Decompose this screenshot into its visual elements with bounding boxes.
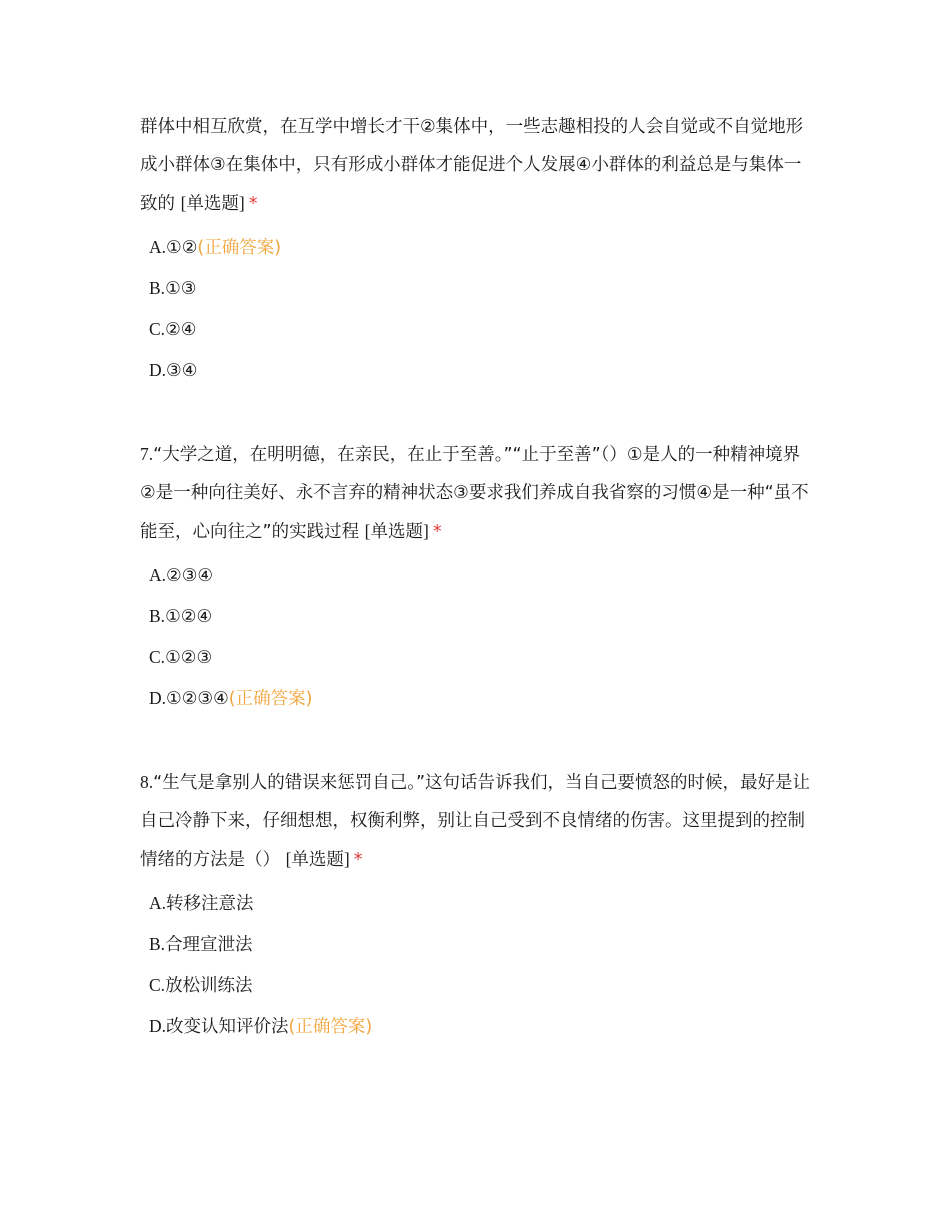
option-text: 转移注意法 <box>166 894 254 914</box>
option-b[interactable] <box>140 596 815 637</box>
option-c[interactable] <box>140 309 815 350</box>
option-letter: C. <box>149 647 166 667</box>
option-text: ②③④ <box>166 566 214 586</box>
question-text: “大学之道，在明明德，在亲民，在止于至善。”“止于至善”（）①是人的一种精神境界②是一种向往美好、永不言弃的精神状态③要求我们养成自我省察的习惯④是一种“虽不能至，心向往之”的实践过程 <box>140 445 809 542</box>
question-type-tag: [单选题] <box>285 849 350 869</box>
required-mark: * <box>353 850 363 870</box>
option-letter: A. <box>149 237 167 257</box>
option-letter: C. <box>149 975 166 995</box>
option-b[interactable] <box>140 268 815 309</box>
question-6 <box>140 108 815 391</box>
option-text: 合理宣泄法 <box>165 935 253 955</box>
question-stem <box>140 108 815 223</box>
option-text: ①②③④ <box>166 689 229 709</box>
correct-answer-tag: (正确答案) <box>288 1017 373 1037</box>
option-text: 放松训练法 <box>165 976 253 996</box>
question-stem <box>140 763 815 879</box>
option-text: ①③ <box>165 279 197 299</box>
option-text: ①②③ <box>165 648 213 668</box>
question-number: 8. <box>140 772 154 792</box>
option-a[interactable] <box>140 883 815 924</box>
correct-answer-tag: (正确答案) <box>197 238 282 258</box>
question-8 <box>140 763 815 1047</box>
option-a[interactable] <box>140 555 815 596</box>
option-d[interactable] <box>140 350 815 391</box>
option-text: ②④ <box>165 320 197 340</box>
option-d[interactable] <box>140 678 815 719</box>
option-list <box>140 555 815 719</box>
required-mark: * <box>248 194 258 214</box>
option-a[interactable] <box>140 227 815 268</box>
question-text: “生气是拿别人的错误来惩罚自己。”这句话告诉我们，当自己要愤怒的时候，最好是让自己冷静下来，仔细想想，权衡利弊，别让自己受到不良情绪的伤害。这里提到的控制情绪的方法是（） <box>140 773 811 870</box>
option-letter: D. <box>149 360 167 380</box>
question-stem <box>140 435 815 551</box>
question-text: 群体中相互欣赏，在互学中增长才干②集体中，一些志趣相投的人会自觉或不自觉地形成小群体③在集体中，只有形成小群体才能促进个人发展④小群体的利益总是与集体一致的 <box>140 117 804 214</box>
option-letter: D. <box>149 1016 167 1036</box>
option-c[interactable] <box>140 965 815 1006</box>
question-number: 7. <box>140 444 154 464</box>
required-mark: * <box>432 522 442 542</box>
option-b[interactable] <box>140 924 815 965</box>
option-letter: D. <box>149 688 167 708</box>
option-list <box>140 227 815 391</box>
option-letter: A. <box>149 565 167 585</box>
option-letter: B. <box>149 278 166 298</box>
option-letter: B. <box>149 606 166 626</box>
option-text: ①② <box>166 238 198 258</box>
question-7 <box>140 435 815 719</box>
option-letter: A. <box>149 893 167 913</box>
option-d[interactable] <box>140 1006 815 1047</box>
question-type-tag: [单选题] <box>180 193 245 213</box>
option-text: 改变认知评价法 <box>166 1017 289 1037</box>
question-type-tag: [单选题] <box>364 521 429 541</box>
option-letter: C. <box>149 319 166 339</box>
option-text: ③④ <box>166 361 198 381</box>
correct-answer-tag: (正确答案) <box>228 689 313 709</box>
option-letter: B. <box>149 934 166 954</box>
option-c[interactable] <box>140 637 815 678</box>
option-list <box>140 883 815 1047</box>
survey-document <box>140 108 815 1091</box>
option-text: ①②④ <box>165 607 213 627</box>
